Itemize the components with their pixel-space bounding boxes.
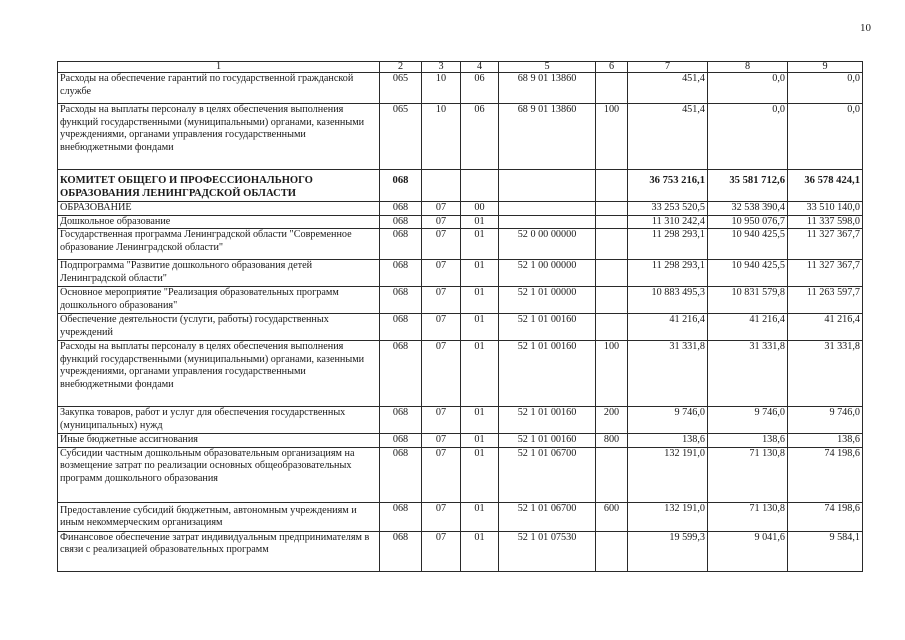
cell-amount-2: 9 041,6 [708, 531, 788, 571]
cell-expense-type: 100 [596, 104, 628, 170]
cell-target-code: 52 1 01 00160 [499, 314, 596, 341]
cell-ministry: 065 [380, 104, 422, 170]
cell-ministry: 068 [380, 215, 422, 229]
cell-amount-2: 32 538 390,4 [708, 202, 788, 216]
budget-table [57, 61, 863, 572]
cell-amount-2: 71 130,8 [708, 447, 788, 502]
cell-section: 07 [422, 287, 461, 314]
cell-amount-3: 41 216,4 [788, 314, 863, 341]
cell-ministry: 068 [380, 407, 422, 434]
cell-subsection: 01 [461, 531, 499, 571]
column-header: 4 [461, 62, 499, 73]
cell-section: 07 [422, 407, 461, 434]
cell-subsection: 01 [461, 447, 499, 502]
cell-amount-2: 9 746,0 [708, 407, 788, 434]
cell-amount-2: 35 581 712,6 [708, 170, 788, 202]
cell-expense-type: 800 [596, 434, 628, 448]
table-header-row [58, 62, 863, 73]
cell-target-code: 52 1 01 00160 [499, 434, 596, 448]
cell-expense-type: 100 [596, 341, 628, 407]
cell-amount-2: 10 950 076,7 [708, 215, 788, 229]
cell-amount-2: 10 940 425,5 [708, 260, 788, 287]
row-name: Дошкольное образование [58, 215, 380, 229]
row-name: Государственная программа Ленинградской области "Современное образование Ленинградской области" [58, 229, 380, 260]
cell-section: 07 [422, 202, 461, 216]
cell-section [422, 170, 461, 202]
page-number: 10 [860, 22, 871, 34]
row-name: Расходы на выплаты персоналу в целях обеспечения выполнения функций государственными (муниципальными) органами, казенными учреждениями, органами управления государственными внебюджетными фондами [58, 341, 380, 407]
table-row [58, 260, 863, 287]
cell-target-code [499, 170, 596, 202]
table-row [58, 170, 863, 202]
cell-subsection: 01 [461, 314, 499, 341]
cell-target-code [499, 215, 596, 229]
cell-amount-3: 74 198,6 [788, 447, 863, 502]
table-row [58, 202, 863, 216]
row-name: Финансовое обеспечение затрат индивидуальным предпринимателям в связи с реализацией образовательных программ [58, 531, 380, 571]
column-header: 1 [58, 62, 380, 73]
cell-amount-1: 19 599,3 [628, 531, 708, 571]
table-row [58, 104, 863, 170]
cell-target-code: 68 9 01 13860 [499, 73, 596, 104]
cell-subsection: 06 [461, 104, 499, 170]
cell-section: 07 [422, 341, 461, 407]
cell-target-code: 52 1 01 07530 [499, 531, 596, 571]
cell-expense-type [596, 170, 628, 202]
cell-ministry: 068 [380, 287, 422, 314]
cell-ministry: 068 [380, 341, 422, 407]
cell-ministry: 068 [380, 202, 422, 216]
column-header: 2 [380, 62, 422, 73]
cell-amount-3: 11 263 597,7 [788, 287, 863, 314]
column-header: 7 [628, 62, 708, 73]
cell-amount-2: 71 130,8 [708, 502, 788, 531]
cell-target-code: 52 1 01 00000 [499, 287, 596, 314]
cell-amount-1: 132 191,0 [628, 502, 708, 531]
row-name: КОМИТЕТ ОБЩЕГО И ПРОФЕССИОНАЛЬНОГО ОБРАЗОВАНИЯ ЛЕНИНГРАДСКОЙ ОБЛАСТИ [58, 170, 380, 202]
cell-section: 07 [422, 314, 461, 341]
cell-target-code: 52 1 01 06700 [499, 447, 596, 502]
cell-section: 07 [422, 229, 461, 260]
cell-ministry: 068 [380, 531, 422, 571]
cell-section: 07 [422, 502, 461, 531]
cell-subsection: 01 [461, 215, 499, 229]
cell-section: 10 [422, 73, 461, 104]
row-name: Подпрограмма "Развитие дошкольного образования детей Ленинградской области" [58, 260, 380, 287]
table-row [58, 531, 863, 571]
cell-amount-3: 9 584,1 [788, 531, 863, 571]
cell-section: 07 [422, 531, 461, 571]
cell-target-code: 52 1 01 00160 [499, 341, 596, 407]
cell-amount-3: 31 331,8 [788, 341, 863, 407]
cell-amount-1: 41 216,4 [628, 314, 708, 341]
cell-target-code: 52 0 00 00000 [499, 229, 596, 260]
cell-ministry: 068 [380, 314, 422, 341]
cell-subsection: 00 [461, 202, 499, 216]
cell-ministry: 068 [380, 447, 422, 502]
cell-amount-3: 11 327 367,7 [788, 229, 863, 260]
cell-amount-1: 132 191,0 [628, 447, 708, 502]
cell-subsection: 01 [461, 260, 499, 287]
cell-amount-2: 0,0 [708, 73, 788, 104]
table-row [58, 447, 863, 502]
cell-section: 10 [422, 104, 461, 170]
cell-expense-type [596, 287, 628, 314]
cell-amount-1: 10 883 495,3 [628, 287, 708, 314]
cell-target-code: 68 9 01 13860 [499, 104, 596, 170]
cell-amount-3: 74 198,6 [788, 502, 863, 531]
cell-expense-type [596, 202, 628, 216]
table-row [58, 434, 863, 448]
cell-amount-3: 11 337 598,0 [788, 215, 863, 229]
cell-expense-type [596, 447, 628, 502]
cell-section: 07 [422, 260, 461, 287]
cell-ministry: 068 [380, 229, 422, 260]
row-name: Расходы на обеспечение гарантий по государственной гражданской службе [58, 73, 380, 104]
cell-section: 07 [422, 447, 461, 502]
row-name: Расходы на выплаты персоналу в целях обеспечения выполнения функций государственными (муниципальными) органами, казенными учреждениями, органами управления государственными внебюджетными фондами [58, 104, 380, 170]
cell-amount-3: 138,6 [788, 434, 863, 448]
cell-subsection: 01 [461, 407, 499, 434]
column-header: 9 [788, 62, 863, 73]
cell-expense-type [596, 73, 628, 104]
cell-amount-1: 33 253 520,5 [628, 202, 708, 216]
cell-amount-1: 11 310 242,4 [628, 215, 708, 229]
cell-subsection: 06 [461, 73, 499, 104]
cell-target-code [499, 202, 596, 216]
cell-expense-type: 600 [596, 502, 628, 531]
cell-expense-type [596, 229, 628, 260]
cell-amount-2: 138,6 [708, 434, 788, 448]
cell-amount-3: 11 327 367,7 [788, 260, 863, 287]
cell-ministry: 068 [380, 170, 422, 202]
cell-amount-1: 451,4 [628, 104, 708, 170]
cell-amount-1: 9 746,0 [628, 407, 708, 434]
table-row [58, 73, 863, 104]
cell-amount-2: 10 940 425,5 [708, 229, 788, 260]
cell-ministry: 068 [380, 260, 422, 287]
cell-subsection [461, 170, 499, 202]
cell-ministry: 068 [380, 502, 422, 531]
cell-subsection: 01 [461, 341, 499, 407]
cell-expense-type [596, 531, 628, 571]
cell-expense-type [596, 314, 628, 341]
cell-expense-type: 200 [596, 407, 628, 434]
cell-amount-1: 11 298 293,1 [628, 229, 708, 260]
cell-amount-1: 11 298 293,1 [628, 260, 708, 287]
cell-target-code: 52 1 01 06700 [499, 502, 596, 531]
cell-amount-1: 36 753 216,1 [628, 170, 708, 202]
table-row [58, 215, 863, 229]
table-row [58, 341, 863, 407]
cell-amount-2: 10 831 579,8 [708, 287, 788, 314]
cell-subsection: 01 [461, 434, 499, 448]
cell-section: 07 [422, 434, 461, 448]
row-name: Закупка товаров, работ и услуг для обеспечения государственных (муниципальных) нужд [58, 407, 380, 434]
cell-subsection: 01 [461, 229, 499, 260]
row-name: Субсидии частным дошкольным образовательным организациям на возмещение затрат по реализации основных общеобразовательных программ дошкольного образования [58, 447, 380, 502]
cell-amount-3: 9 746,0 [788, 407, 863, 434]
table-row [58, 287, 863, 314]
table-row [58, 407, 863, 434]
row-name: Обеспечение деятельности (услуги, работы) государственных учреждений [58, 314, 380, 341]
cell-target-code: 52 1 00 00000 [499, 260, 596, 287]
row-name: Предоставление субсидий бюджетным, автономным учреждениям и иным некоммерческим организациям [58, 502, 380, 531]
column-header: 6 [596, 62, 628, 73]
cell-amount-2: 41 216,4 [708, 314, 788, 341]
column-header: 3 [422, 62, 461, 73]
cell-expense-type [596, 260, 628, 287]
cell-subsection: 01 [461, 287, 499, 314]
cell-amount-3: 0,0 [788, 104, 863, 170]
cell-amount-1: 31 331,8 [628, 341, 708, 407]
cell-amount-1: 451,4 [628, 73, 708, 104]
cell-amount-2: 0,0 [708, 104, 788, 170]
cell-ministry: 065 [380, 73, 422, 104]
cell-amount-3: 0,0 [788, 73, 863, 104]
row-name: Иные бюджетные ассигнования [58, 434, 380, 448]
cell-amount-3: 36 578 424,1 [788, 170, 863, 202]
table-row [58, 502, 863, 531]
cell-subsection: 01 [461, 502, 499, 531]
column-header: 8 [708, 62, 788, 73]
cell-amount-1: 138,6 [628, 434, 708, 448]
cell-amount-3: 33 510 140,0 [788, 202, 863, 216]
table-row [58, 229, 863, 260]
cell-section: 07 [422, 215, 461, 229]
cell-expense-type [596, 215, 628, 229]
cell-amount-2: 31 331,8 [708, 341, 788, 407]
cell-ministry: 068 [380, 434, 422, 448]
cell-target-code: 52 1 01 00160 [499, 407, 596, 434]
table-row [58, 314, 863, 341]
row-name: Основное мероприятие "Реализация образовательных программ дошкольного образования" [58, 287, 380, 314]
column-header: 5 [499, 62, 596, 73]
row-name: ОБРАЗОВАНИЕ [58, 202, 380, 216]
